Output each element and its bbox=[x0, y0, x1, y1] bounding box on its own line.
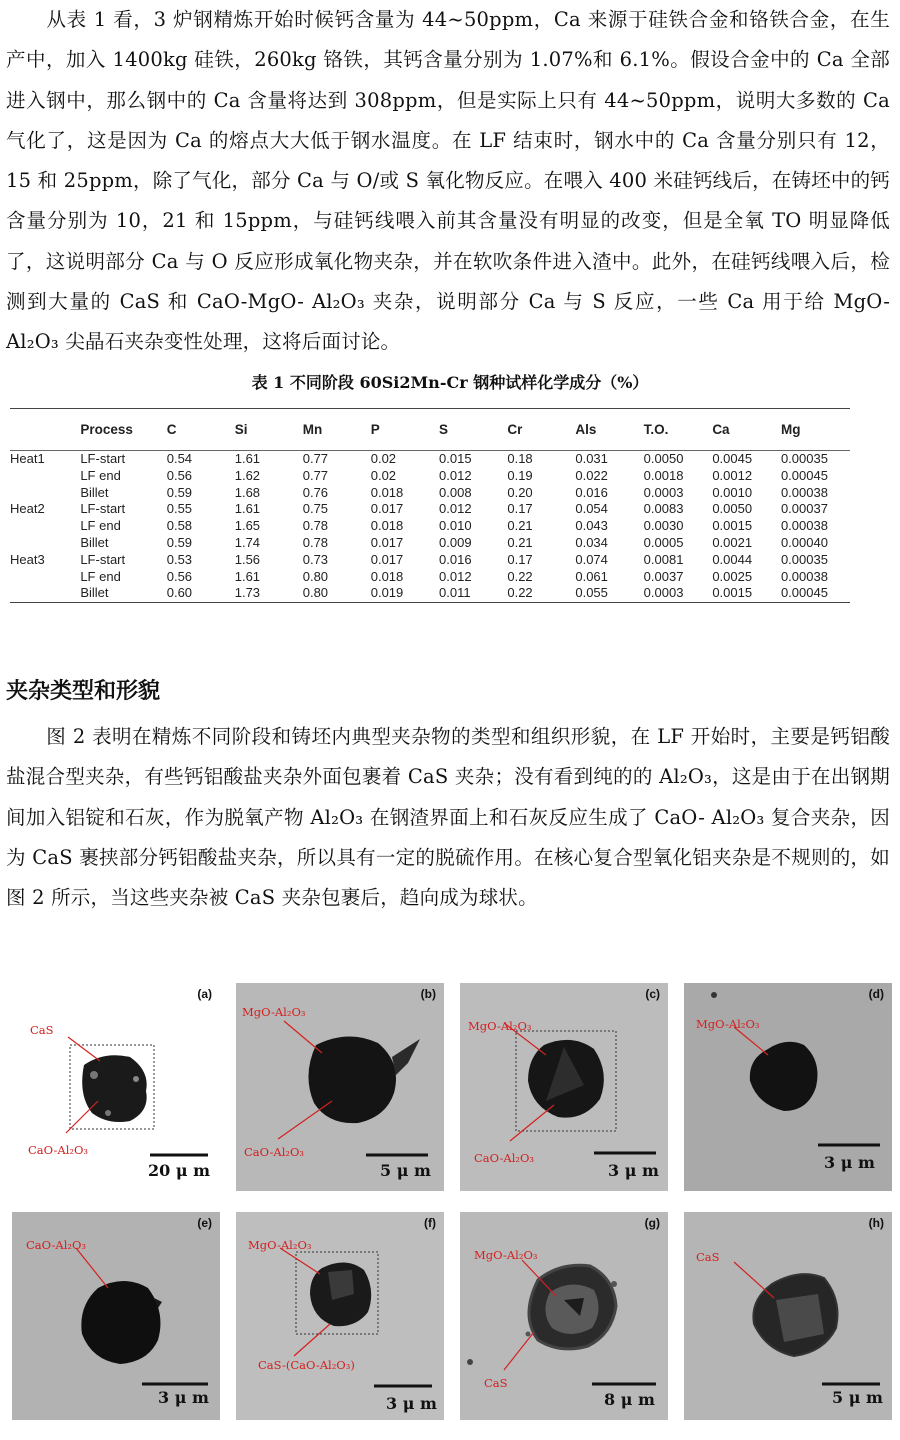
table-row bbox=[10, 518, 850, 535]
value-cell: 0.77 bbox=[302, 467, 329, 483]
value-cell: 0.0018 bbox=[643, 467, 684, 483]
value-cell: 0.80 bbox=[302, 568, 329, 584]
arrow bbox=[734, 1027, 768, 1055]
value-cell: 0.043 bbox=[575, 518, 608, 534]
value-cell: 0.0025 bbox=[712, 568, 753, 584]
value-cell: 1.61 bbox=[234, 568, 261, 584]
debris-particle bbox=[467, 1359, 473, 1365]
inclusion-core bbox=[545, 1284, 598, 1334]
inclusion-particle bbox=[81, 1281, 160, 1364]
panel-label: (g) bbox=[644, 1216, 660, 1230]
inclusion-particle bbox=[308, 1036, 396, 1123]
value-cell: 0.012 bbox=[439, 568, 472, 584]
value-cell: 0.061 bbox=[575, 568, 608, 584]
header-cell: Process bbox=[80, 422, 133, 437]
value-cell: 0.018 bbox=[370, 568, 404, 584]
value-cell: 0.80 bbox=[302, 585, 329, 601]
value-cell: 0.75 bbox=[302, 501, 329, 517]
annotation-label: CaO-Al₂O₃ bbox=[244, 1145, 305, 1159]
inclusion-tail bbox=[392, 1039, 420, 1075]
value-cell: 0.0003 bbox=[643, 484, 684, 500]
value-cell: 0.59 bbox=[166, 534, 193, 550]
value-cell: 0.034 bbox=[575, 534, 608, 550]
table-row bbox=[10, 451, 850, 468]
value-cell: 1.74 bbox=[234, 534, 261, 550]
value-cell: 0.19 bbox=[507, 467, 533, 483]
value-cell: 0.21 bbox=[507, 534, 533, 550]
panel-label: (b) bbox=[420, 987, 436, 1001]
value-cell: 0.017 bbox=[370, 534, 404, 550]
body-paragraph-1 bbox=[6, 0, 890, 363]
value-cell: 0.02 bbox=[370, 467, 397, 483]
value-cell: 0.55 bbox=[166, 501, 193, 517]
panel-h bbox=[684, 1212, 892, 1420]
arrow bbox=[294, 1324, 330, 1356]
panel-a bbox=[12, 983, 220, 1191]
panel-g bbox=[460, 1212, 668, 1420]
value-cell: 0.58 bbox=[166, 518, 193, 534]
scale-label: 3 μ m bbox=[158, 1388, 209, 1407]
heat-cell bbox=[10, 468, 80, 485]
annotation-label: CaS bbox=[30, 1023, 54, 1037]
heat-cell bbox=[10, 585, 80, 602]
table-row bbox=[10, 468, 850, 485]
value-cell: 0.76 bbox=[302, 484, 329, 500]
panel-label: (c) bbox=[645, 987, 660, 1001]
value-cell: 0.016 bbox=[439, 551, 472, 567]
cas-spot bbox=[133, 1076, 139, 1082]
table-row bbox=[10, 535, 850, 552]
heat-cell: Heat1 bbox=[10, 451, 45, 466]
value-cell: 0.018 bbox=[370, 518, 404, 534]
value-cell: 0.00045 bbox=[780, 585, 828, 601]
panel-d bbox=[684, 983, 892, 1191]
panel-label: (d) bbox=[868, 987, 884, 1001]
value-cell: 0.00045 bbox=[780, 467, 828, 483]
value-cell: 0.00040 bbox=[780, 534, 828, 550]
process-cell: LF-start bbox=[80, 501, 126, 517]
annotation-label: MgO-Al₂O₃ bbox=[248, 1238, 312, 1252]
cas-spot bbox=[90, 1071, 98, 1079]
value-cell: 0.17 bbox=[507, 551, 533, 567]
value-cell: 0.009 bbox=[439, 534, 472, 550]
heat-cell bbox=[10, 535, 80, 552]
value-cell: 0.0015 bbox=[712, 518, 753, 534]
annotation-label: CaO-Al₂O₃ bbox=[474, 1151, 535, 1165]
cas-spot bbox=[105, 1110, 111, 1116]
annotation-label: CaS-(CaO-Al₂O₃) bbox=[258, 1358, 355, 1372]
value-cell: 0.0030 bbox=[643, 518, 684, 534]
value-cell: 0.0012 bbox=[712, 467, 753, 483]
value-cell: 1.61 bbox=[234, 501, 261, 517]
heat-cell bbox=[10, 518, 80, 535]
value-cell: 0.012 bbox=[439, 501, 472, 517]
annotation-label: MgO-Al₂O₃ bbox=[696, 1017, 760, 1031]
table-header-row bbox=[10, 409, 850, 451]
value-cell: 0.017 bbox=[370, 551, 404, 567]
header-cell: Als bbox=[575, 422, 597, 437]
arrow bbox=[504, 1332, 534, 1370]
arrow bbox=[510, 1105, 554, 1141]
value-cell: 0.78 bbox=[302, 534, 329, 550]
value-cell: 0.011 bbox=[439, 585, 471, 601]
value-cell: 0.0045 bbox=[712, 451, 753, 466]
value-cell: 0.0015 bbox=[712, 585, 753, 601]
table-row bbox=[10, 552, 850, 569]
value-cell: 0.77 bbox=[302, 451, 329, 466]
scale-label: 5 μ m bbox=[832, 1388, 883, 1407]
value-cell: 0.56 bbox=[166, 467, 193, 483]
panel-c bbox=[460, 983, 668, 1191]
header-cell: Si bbox=[234, 422, 248, 437]
micrograph-image bbox=[12, 983, 220, 1191]
panel-label: (h) bbox=[868, 1216, 884, 1230]
value-cell: 0.0003 bbox=[643, 585, 684, 601]
scale-label: 3 μ m bbox=[608, 1161, 659, 1180]
section-heading: 夹杂类型和形貌 bbox=[6, 679, 161, 704]
value-cell: 1.73 bbox=[234, 585, 261, 601]
value-cell: 0.59 bbox=[166, 484, 193, 500]
table-row bbox=[10, 501, 850, 518]
value-cell: 0.074 bbox=[575, 551, 608, 567]
table-row bbox=[10, 485, 850, 502]
value-cell: 0.54 bbox=[166, 451, 193, 466]
header-cell: Mn bbox=[302, 422, 323, 437]
value-cell: 0.22 bbox=[507, 585, 533, 601]
annotation-label: MgO-Al₂O₃ bbox=[468, 1019, 532, 1033]
table-caption: 表 1 不同阶段 60Si2Mn-Cr 钢种试样化学成分（%） bbox=[251, 373, 649, 392]
value-cell: 0.0037 bbox=[643, 568, 684, 584]
heat-cell bbox=[10, 485, 80, 502]
annotation-label: CaO-Al₂O₃ bbox=[26, 1238, 87, 1252]
scale-label: 8 μ m bbox=[604, 1390, 655, 1409]
value-cell: 0.00038 bbox=[780, 518, 828, 534]
value-cell: 0.0005 bbox=[643, 534, 684, 550]
panel-b bbox=[236, 983, 444, 1191]
table-body bbox=[10, 451, 850, 603]
inclusion-facet bbox=[776, 1294, 824, 1342]
panel-label: (a) bbox=[197, 987, 212, 1001]
body-paragraph-2 bbox=[6, 717, 890, 918]
value-cell: 0.0010 bbox=[712, 484, 753, 500]
value-cell: 0.0050 bbox=[712, 501, 753, 517]
table-row bbox=[10, 569, 850, 586]
scale-label: 3 μ m bbox=[824, 1153, 875, 1172]
process-cell: LF end bbox=[80, 568, 121, 584]
annotation-label: CaS bbox=[484, 1376, 508, 1390]
value-cell: 0.019 bbox=[370, 585, 404, 601]
inclusion-particle bbox=[82, 1055, 146, 1122]
header-cell: Ca bbox=[712, 422, 730, 437]
value-cell: 0.010 bbox=[439, 518, 472, 534]
value-cell: 0.60 bbox=[166, 585, 193, 601]
panel-label: (e) bbox=[197, 1216, 212, 1230]
paragraph-text: 图 2 表明在精炼不同阶段和铸坯内典型夹杂物的类型和组织形貌，在 LF 开始时，主要是钙铝酸盐混合型夹杂，有些钙铝酸盐夹杂外面包裹着 CaS 夹杂；没有看到纯的的 Al₂O₃，这是由于在出钢期间加入铝锭和石灰，作为脱氧产物 Al₂O₃ 在钢渣界面上和石灰反应生成了 CaO- Al₂O₃ 复合夹杂，因为 CaS 裹挟部分钙铝酸盐夹杂，所以具有一定的脱硫作用。在核心复合型氧化铝夹杂是不规则的，如图 2 所示，当这些夹杂被 CaS 夹杂包裹后，趋向成为球状。 bbox=[6, 725, 890, 910]
value-cell: 1.56 bbox=[234, 551, 261, 567]
annotation-label: MgO-Al₂O₃ bbox=[474, 1248, 538, 1262]
annotation-label: CaS bbox=[696, 1250, 720, 1264]
annotation-label: CaO-Al₂O₃ bbox=[28, 1143, 89, 1157]
value-cell: 0.0044 bbox=[712, 551, 753, 567]
value-cell: 0.016 bbox=[575, 484, 608, 500]
scale-label: 3 μ m bbox=[386, 1394, 437, 1413]
value-cell: 1.62 bbox=[234, 467, 261, 483]
arrow bbox=[68, 1037, 100, 1061]
header-cell: C bbox=[166, 422, 177, 437]
header-cell: Cr bbox=[507, 422, 523, 437]
value-cell: 0.53 bbox=[166, 551, 193, 567]
value-cell: 0.0050 bbox=[643, 451, 684, 466]
value-cell: 0.018 bbox=[370, 484, 404, 500]
panel-label: (f) bbox=[424, 1216, 436, 1230]
value-cell: 0.00038 bbox=[780, 484, 828, 500]
process-cell: LF-start bbox=[80, 451, 126, 466]
value-cell: 0.055 bbox=[575, 585, 608, 601]
value-cell: 0.008 bbox=[439, 484, 472, 500]
scale-label: 20 μ m bbox=[148, 1161, 211, 1180]
header-cell: Mg bbox=[780, 422, 801, 437]
arrow bbox=[66, 1101, 98, 1133]
debris-particle bbox=[526, 1332, 531, 1337]
value-cell: 0.00037 bbox=[780, 501, 828, 517]
panel-e bbox=[12, 1212, 220, 1420]
value-cell: 1.61 bbox=[234, 451, 261, 466]
value-cell: 0.012 bbox=[439, 467, 472, 483]
panel-f bbox=[236, 1212, 444, 1420]
value-cell: 0.054 bbox=[575, 501, 608, 517]
value-cell: 0.22 bbox=[507, 568, 533, 584]
value-cell: 0.0081 bbox=[643, 551, 684, 567]
value-cell: 0.0083 bbox=[643, 501, 684, 517]
paragraph-text: 从表 1 看，3 炉钢精炼开始时候钙含量为 44~50ppm，Ca 来源于硅铁合金和铬铁合金，在生产中，加入 1400kg 硅铁，260kg 铬铁，其钙含量分别为 1.07%和 6.1%。假设合金中的 Ca 全部进入钢中，那么钢中的 Ca 含量将达到 308ppm，但是实际上只有 44~50ppm，说明大多数的 Ca 气化了，这是因为 Ca 的熔点大大低于钢水温度。在 LF 结束时，钢水中的 Ca 含量分别只有 12，15 和 25ppm，除了气化，部分 Ca 与 O/或 S 氧化物反应。在喂入 400 米硅钙线后，在铸坯中的钙含量分别为 10，21 和 15ppm，与硅钙线喂入前其含量没有明显的改变，但是全氧 TO 明显降低了，这说明部分 Ca 与 O 反应形成氧化物夹杂，并在软吹条件进入渣中。此外，在硅钙线喂入后，检测到大量的 CaS 和 CaO-MgO- Al₂O₃ 夹杂，说明部分 Ca 与 S 反应，一些 Ca 用于给 MgO- Al₂O₃ 尖晶石夹杂变性处理，这将后面讨论。 bbox=[6, 8, 890, 354]
arrow bbox=[284, 1021, 322, 1053]
value-cell: 0.0021 bbox=[712, 534, 753, 550]
arrow bbox=[76, 1248, 108, 1288]
value-cell: 0.031 bbox=[575, 451, 608, 466]
value-cell: 0.00038 bbox=[780, 568, 828, 584]
arrow bbox=[278, 1101, 332, 1139]
arrow bbox=[734, 1262, 774, 1298]
value-cell: 0.20 bbox=[507, 484, 533, 500]
value-cell: 0.78 bbox=[302, 518, 329, 534]
value-cell: 0.02 bbox=[370, 451, 397, 466]
value-cell: 1.68 bbox=[234, 484, 261, 500]
heat-cell: Heat2 bbox=[10, 501, 45, 517]
debris-particle bbox=[611, 1281, 617, 1287]
header-cell: P bbox=[370, 422, 380, 437]
value-cell: 0.022 bbox=[575, 467, 608, 483]
value-cell: 0.56 bbox=[166, 568, 193, 584]
header-cell: T.O. bbox=[643, 422, 669, 437]
process-cell: Billet bbox=[80, 585, 109, 601]
scale-label: 5 μ m bbox=[380, 1161, 431, 1180]
value-cell: 0.18 bbox=[507, 451, 533, 466]
value-cell: 0.017 bbox=[370, 501, 404, 517]
process-cell: Billet bbox=[80, 484, 109, 500]
value-cell: 0.73 bbox=[302, 551, 329, 567]
value-cell: 0.00035 bbox=[780, 551, 828, 567]
process-cell: LF-start bbox=[80, 551, 126, 567]
value-cell: 1.65 bbox=[234, 518, 261, 534]
process-cell: LF end bbox=[80, 467, 121, 483]
surface-speck bbox=[711, 992, 717, 998]
heat-cell bbox=[10, 569, 80, 586]
inclusion-particle bbox=[750, 1042, 818, 1111]
value-cell: 0.015 bbox=[439, 451, 472, 466]
value-cell: 0.17 bbox=[507, 501, 533, 517]
process-cell: Billet bbox=[80, 534, 109, 550]
value-cell: 0.21 bbox=[507, 518, 533, 534]
header-cell bbox=[10, 409, 80, 451]
table-row bbox=[10, 585, 850, 602]
composition-table bbox=[10, 408, 850, 603]
value-cell: 0.00035 bbox=[780, 451, 828, 466]
annotation-label: MgO-Al₂O₃ bbox=[242, 1005, 306, 1019]
heat-cell: Heat3 bbox=[10, 551, 45, 567]
header-cell: S bbox=[439, 422, 449, 437]
process-cell: LF end bbox=[80, 518, 121, 534]
